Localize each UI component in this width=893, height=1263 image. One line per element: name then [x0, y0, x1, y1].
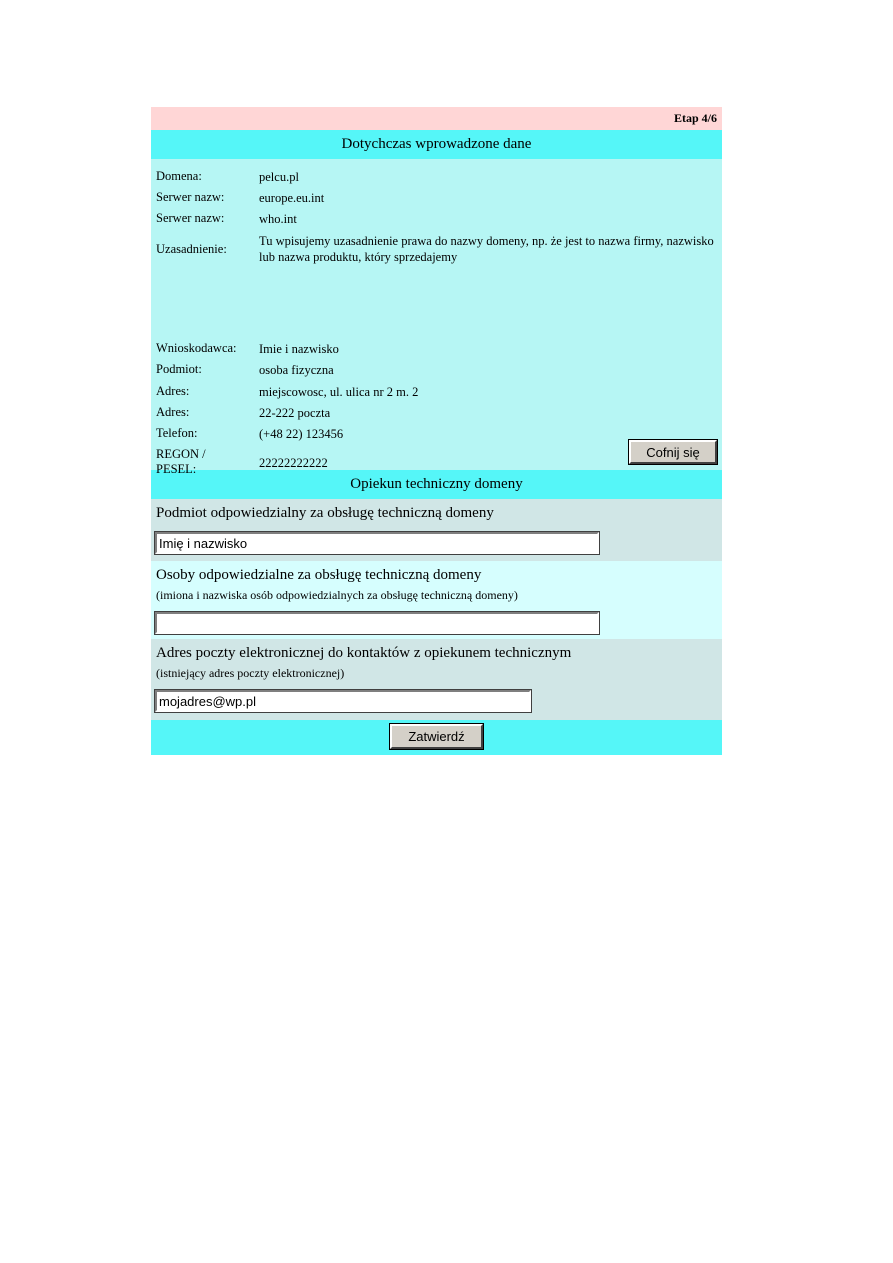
row-label: Telefon: — [156, 426, 198, 440]
email-field-block — [151, 639, 722, 720]
summary-row-address-1 — [156, 384, 716, 400]
email-hint: (istniejący adres poczty elektronicznej) — [156, 666, 345, 680]
row-value: osoba fizyczna — [259, 363, 334, 377]
summary-row-nameserver-1 — [156, 190, 716, 206]
summary-row-address-2 — [156, 405, 716, 421]
persons-field-block — [151, 561, 722, 639]
row-value: pelcu.pl — [259, 170, 299, 184]
persons-label: Osoby odpowiedzialne za obsługę techniczną domeny — [156, 567, 482, 583]
row-label: Wnioskodawca: — [156, 341, 237, 355]
submit-bar — [151, 720, 722, 755]
summary-row-justification — [156, 233, 716, 267]
row-value: (+48 22) 123456 — [259, 427, 344, 441]
summary-row-entity — [156, 362, 716, 378]
row-value: 22222222222 — [259, 456, 328, 470]
row-value: miejscowosc, ul. ulica nr 2 m. 2 — [259, 385, 419, 399]
summary-data — [151, 159, 722, 476]
row-value: 22-222 poczta — [259, 406, 331, 420]
email-input[interactable] — [155, 690, 531, 712]
entity-field-block — [151, 499, 722, 561]
stage-indicator — [151, 107, 722, 130]
stage-label: Etap 4/6 — [673, 111, 717, 125]
submit-button[interactable]: Zatwierdź — [390, 724, 483, 749]
row-value: Imie i nazwisko — [259, 342, 339, 356]
domain-registration-form — [151, 107, 722, 755]
row-label: Serwer nazw: — [156, 211, 225, 225]
row-label: Adres: — [156, 384, 190, 398]
summary-title: Dotychczas wprowadzone dane — [341, 136, 532, 152]
row-label: Domena: — [156, 169, 202, 183]
row-value: europe.eu.int — [259, 191, 325, 205]
row-label: Uzasadnienie: — [156, 242, 227, 256]
back-button[interactable]: Cofnij się — [629, 440, 717, 464]
row-value: Tu wpisujemy uzasadnienie prawa do nazwy domeny, np. że jest to nazwa firmy, nazwisko lub nazwa produktu, który sprzedajemy — [259, 234, 714, 264]
row-label: Serwer nazw: — [156, 190, 225, 204]
summary-header — [151, 130, 722, 159]
row-label: Adres: — [156, 405, 190, 419]
technical-title: Opiekun techniczny domeny — [350, 476, 523, 492]
summary-row-nameserver-2 — [156, 211, 716, 227]
row-label: REGON / PESEL: — [156, 447, 206, 476]
entity-input[interactable] — [155, 532, 599, 554]
persons-hint: (imiona i nazwiska osób odpowiedzialnych za obsługę techniczną domeny) — [156, 588, 518, 602]
entity-label: Podmiot odpowiedzialny za obsługę techniczną domeny — [156, 505, 494, 521]
summary-row-domain — [156, 169, 716, 185]
row-label: Podmiot: — [156, 362, 202, 376]
persons-input[interactable] — [155, 612, 599, 634]
email-label: Adres poczty elektronicznej do kontaktów z opiekunem technicznym — [156, 645, 572, 661]
summary-row-applicant — [156, 341, 716, 357]
row-value: who.int — [259, 212, 297, 226]
